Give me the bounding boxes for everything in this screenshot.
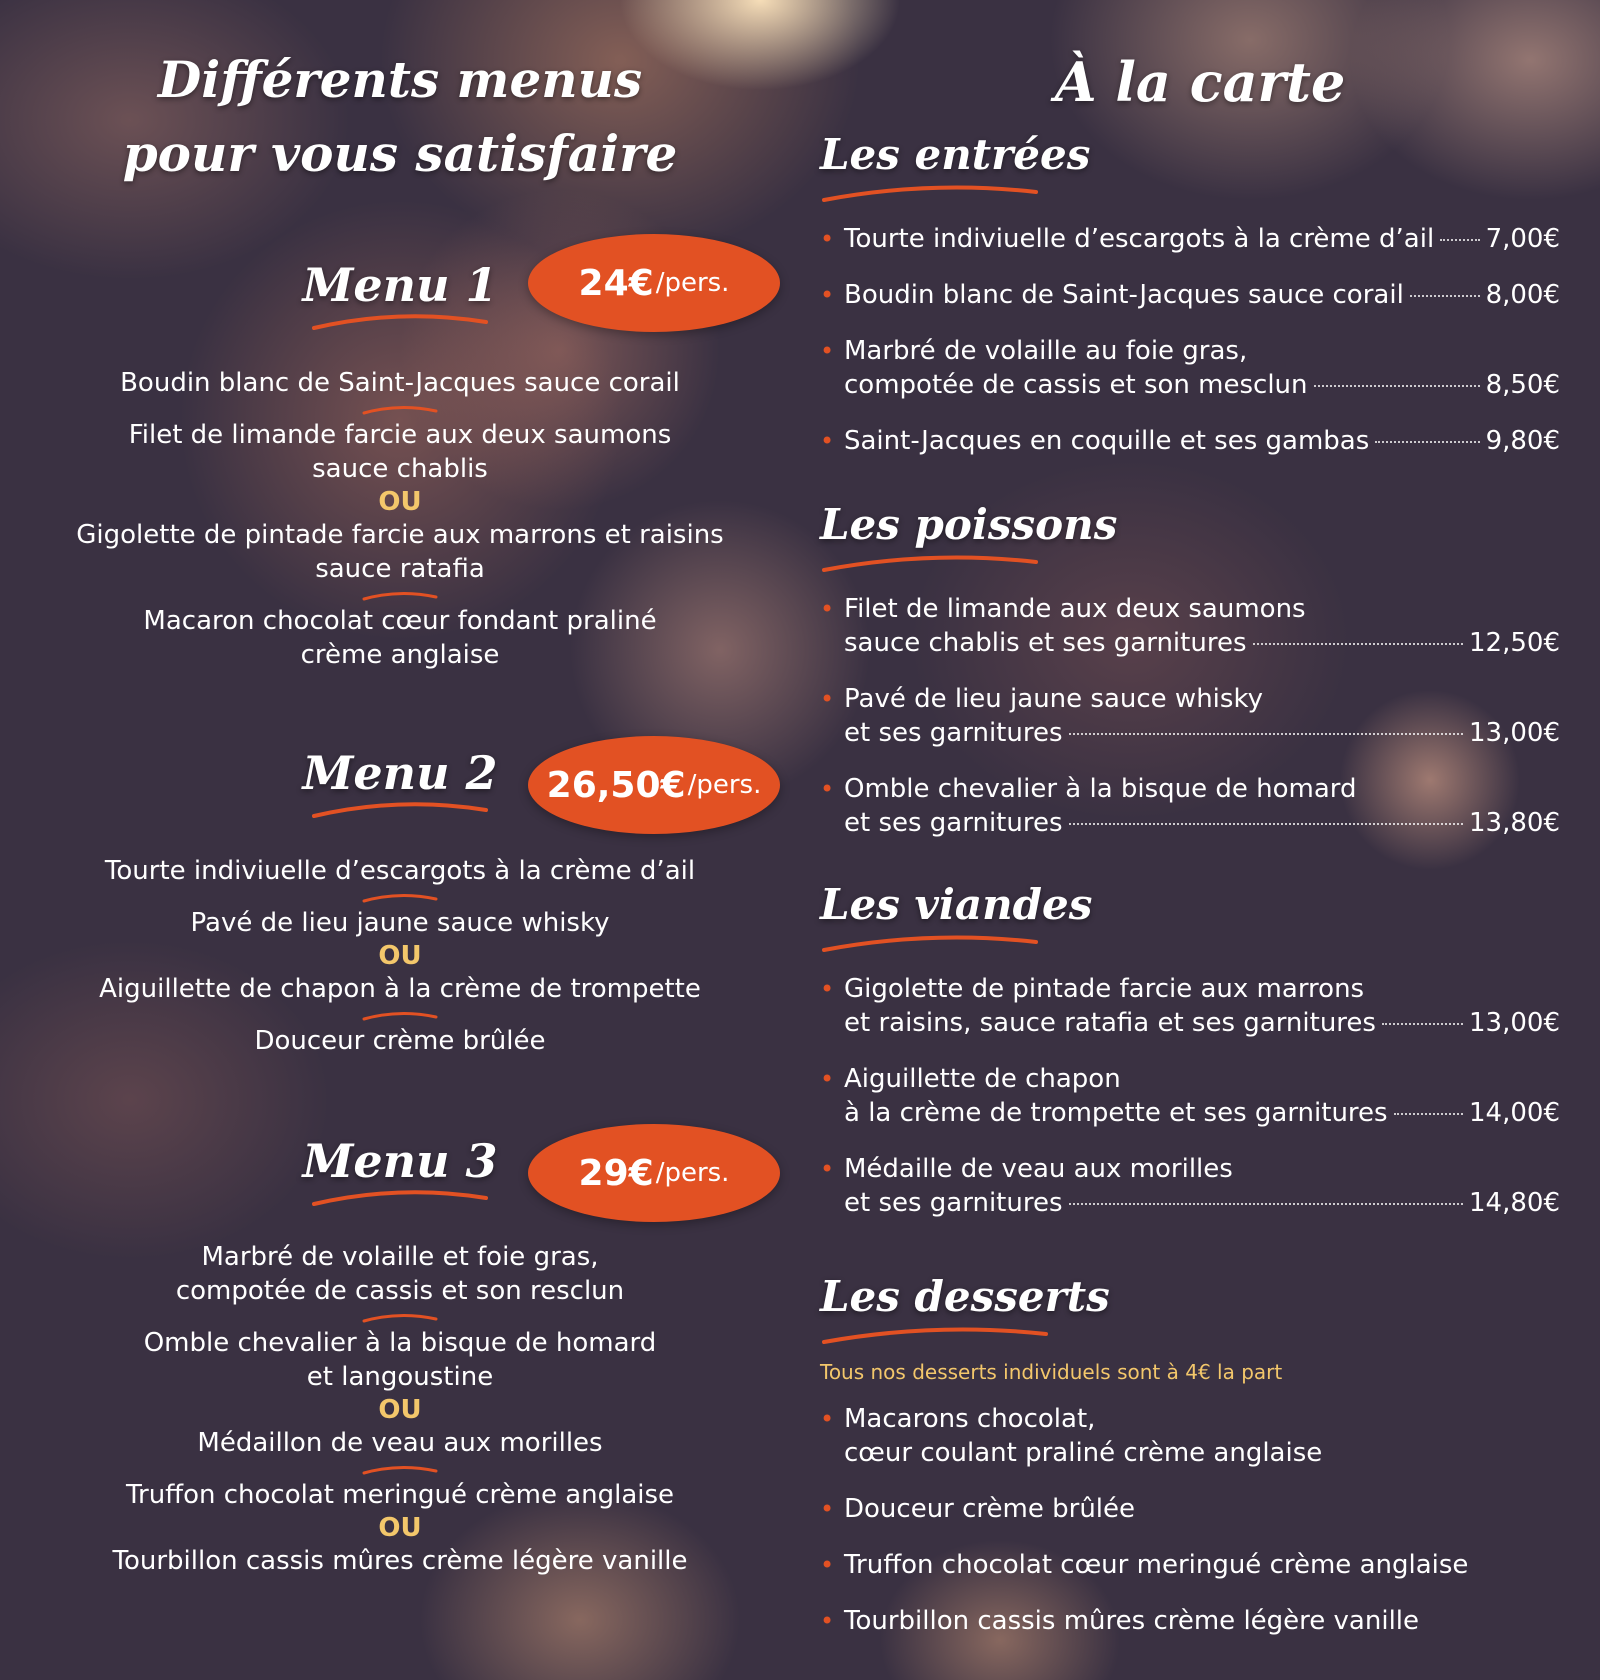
menu-1-main-option-2: Gigolette de pintade farcie aux marrons et raisins sauce ratafia: [76, 520, 724, 584]
set-menus-title-line-2: pour vous satisfaire: [122, 124, 678, 183]
dessert-item-2-name: Douceur crème brûlée: [844, 1494, 1136, 1524]
poissons-section-title: Les poissons: [820, 500, 1118, 549]
bullet-dot: •: [820, 595, 835, 623]
menu-1-price-badge: [528, 234, 780, 332]
menu-1-main-option-1: Filet de limande farcie aux deux saumons sauce chablis: [128, 420, 672, 484]
menu-2-title: Menu 2: [302, 746, 498, 800]
leader-dots: [1440, 239, 1479, 241]
course-divider-swoosh: [360, 402, 440, 416]
dessert-item-3-name: Truffon chocolat cœur meringué crème anglaise: [844, 1550, 1469, 1580]
menu-2-course-list: [40, 854, 760, 1058]
menu-3-or-label-2: OU: [378, 1513, 422, 1543]
menu-3-starter: Marbré de volaille et foie gras, compotée de cassis et son resclun: [175, 1242, 625, 1306]
desserts-price-note: Tous nos desserts individuels sont à 4€ la part: [820, 1360, 1283, 1384]
menu-1-dessert: Macaron chocolat cœur fondant praliné crème anglaise: [143, 606, 657, 670]
viande-item-1-price: 13,00€: [1469, 1008, 1560, 1038]
menu-3-dessert-option-2: Tourbillon cassis mûres crème légère vanille: [112, 1546, 688, 1576]
menu-2-price-unit: /pers.: [687, 770, 762, 800]
dessert-item-1-name-line-2: cœur coulant praliné crème anglaise: [844, 1438, 1323, 1468]
entree-item-3-name-line-2: compotée de cassis et son mesclun: [844, 370, 1308, 400]
poisson-item-3-name-line-2: et ses garnitures: [844, 808, 1063, 838]
bullet-dot: •: [820, 1155, 835, 1183]
entree-item-3-price: 8,50€: [1485, 370, 1560, 400]
menu-3-course-list: [40, 1240, 760, 1578]
menu-2-underline-swoosh: [310, 800, 490, 820]
leader-dots: [1069, 733, 1464, 735]
entree-item-4-name: Saint-Jacques en coquille et ses gambas: [844, 426, 1370, 456]
set-menus-column: [40, 0, 760, 1680]
viande-item-2-name-line-2: à la crème de trompette et ses garnitures: [844, 1098, 1388, 1128]
course-divider-swoosh: [360, 588, 440, 602]
poissons-underline-swoosh: [820, 554, 1040, 574]
bullet-dot: •: [820, 1551, 835, 1579]
bullet-dot: •: [820, 427, 835, 455]
viandes-underline-swoosh: [820, 934, 1040, 954]
menu-3-main-option-1: Omble chevalier à la bisque de homard et langoustine: [143, 1328, 657, 1392]
menu-2-main-option-1: Pavé de lieu jaune sauce whisky: [190, 908, 610, 938]
leader-dots: [1069, 823, 1464, 825]
viande-item-3-name-line-1: Médaille de veau aux morilles: [844, 1154, 1233, 1184]
menu-2-starter: Tourte indiviuelle d’escargots à la crème d’ail: [104, 856, 696, 886]
poisson-item-2-price: 13,00€: [1469, 718, 1560, 748]
entree-item-3-name-line-1: Marbré de volaille au foie gras,: [844, 336, 1248, 366]
menu-2-dessert: Douceur crème brûlée: [254, 1026, 546, 1056]
a-la-carte-column: [810, 0, 1560, 1680]
bullet-dot: •: [820, 225, 835, 253]
dessert-item-1-name-line-1: Macarons chocolat,: [844, 1404, 1096, 1434]
menu-2-or-label: OU: [378, 941, 422, 971]
menu-3-price: 29€: [578, 1152, 654, 1194]
menu-3-or-label-1: OU: [378, 1395, 422, 1425]
viande-item-2-price: 14,00€: [1469, 1098, 1560, 1128]
leader-dots: [1375, 441, 1479, 443]
poisson-item-1-price: 12,50€: [1469, 628, 1560, 658]
leader-dots: [1410, 295, 1480, 297]
course-divider-swoosh: [360, 1008, 440, 1022]
bullet-dot: •: [820, 337, 835, 365]
menu-2-price: 26,50€: [546, 764, 686, 806]
leader-dots: [1069, 1203, 1464, 1205]
menu-1-price: 24€: [578, 262, 654, 304]
menu-3-main-option-2: Médaillon de veau aux morilles: [197, 1428, 603, 1458]
poisson-item-3-price: 13,80€: [1469, 808, 1560, 838]
bullet-dot: •: [820, 1607, 835, 1635]
poisson-item-3-name-line-1: Omble chevalier à la bisque de homard: [844, 774, 1357, 804]
menu-1-price-unit: /pers.: [655, 268, 730, 298]
viandes-section-title: Les viandes: [820, 880, 1093, 929]
menu-1-title: Menu 1: [302, 258, 498, 312]
poisson-item-2-name-line-1: Pavé de lieu jaune sauce whisky: [844, 684, 1263, 714]
bullet-dot: •: [820, 281, 835, 309]
viande-item-3-price: 14,80€: [1469, 1188, 1560, 1218]
leader-dots: [1394, 1113, 1463, 1115]
bullet-dot: •: [820, 1065, 835, 1093]
desserts-section-title: Les desserts: [820, 1272, 1110, 1321]
entree-item-2-name: Boudin blanc de Saint-Jacques sauce corail: [844, 280, 1404, 310]
bullet-dot: •: [820, 685, 835, 713]
entree-item-4-price: 9,80€: [1485, 426, 1560, 456]
menu-3-price-unit: /pers.: [655, 1158, 730, 1188]
menu-3-title: Menu 3: [302, 1134, 498, 1188]
leader-dots: [1314, 385, 1480, 387]
dessert-item-4-name: Tourbillon cassis mûres crème légère vanille: [844, 1606, 1420, 1636]
viande-item-2-name-line-1: Aiguillette de chapon: [844, 1064, 1121, 1094]
course-divider-swoosh: [360, 1310, 440, 1324]
a-la-carte-title: À la carte: [1054, 50, 1346, 114]
menu-1-starter: Boudin blanc de Saint-Jacques sauce corail: [120, 368, 680, 398]
menu-2-price-badge: [528, 736, 780, 834]
viande-item-3-name-line-2: et ses garnitures: [844, 1188, 1063, 1218]
menu-3-underline-swoosh: [310, 1188, 490, 1208]
poisson-item-2-name-line-2: et ses garnitures: [844, 718, 1063, 748]
menu-3-dessert-option-1: Truffon chocolat meringué crème anglaise: [125, 1480, 675, 1510]
entree-item-1-name: Tourte indiviuelle d’escargots à la crème d’ail: [844, 224, 1435, 254]
bullet-dot: •: [820, 1405, 835, 1433]
entrees-underline-swoosh: [820, 184, 1040, 204]
menu-1-or-label: OU: [378, 487, 422, 517]
set-menus-title-line-1: Différents menus: [157, 50, 643, 109]
leader-dots: [1253, 643, 1464, 645]
desserts-underline-swoosh: [820, 1326, 1050, 1346]
course-divider-swoosh: [360, 890, 440, 904]
menu-3-price-badge: [528, 1124, 780, 1222]
bullet-dot: •: [820, 775, 835, 803]
viande-item-1-name-line-2: et raisins, sauce ratafia et ses garnitures: [844, 1008, 1376, 1038]
bullet-dot: •: [820, 1495, 835, 1523]
entrees-section-title: Les entrées: [820, 130, 1091, 179]
menu-2-main-option-2: Aiguillette de chapon à la crème de trompette: [99, 974, 701, 1004]
poisson-item-1-name-line-2: sauce chablis et ses garnitures: [844, 628, 1247, 658]
menu-1-underline-swoosh: [310, 312, 490, 332]
viande-item-1-name-line-1: Gigolette de pintade farcie aux marrons: [844, 974, 1365, 1004]
leader-dots: [1382, 1023, 1463, 1025]
entree-item-2-price: 8,00€: [1485, 280, 1560, 310]
menu-1-course-list: [40, 366, 760, 672]
entree-item-1-price: 7,00€: [1485, 224, 1560, 254]
bullet-dot: •: [820, 975, 835, 1003]
course-divider-swoosh: [360, 1462, 440, 1476]
poisson-item-1-name-line-1: Filet de limande aux deux saumons: [844, 594, 1306, 624]
